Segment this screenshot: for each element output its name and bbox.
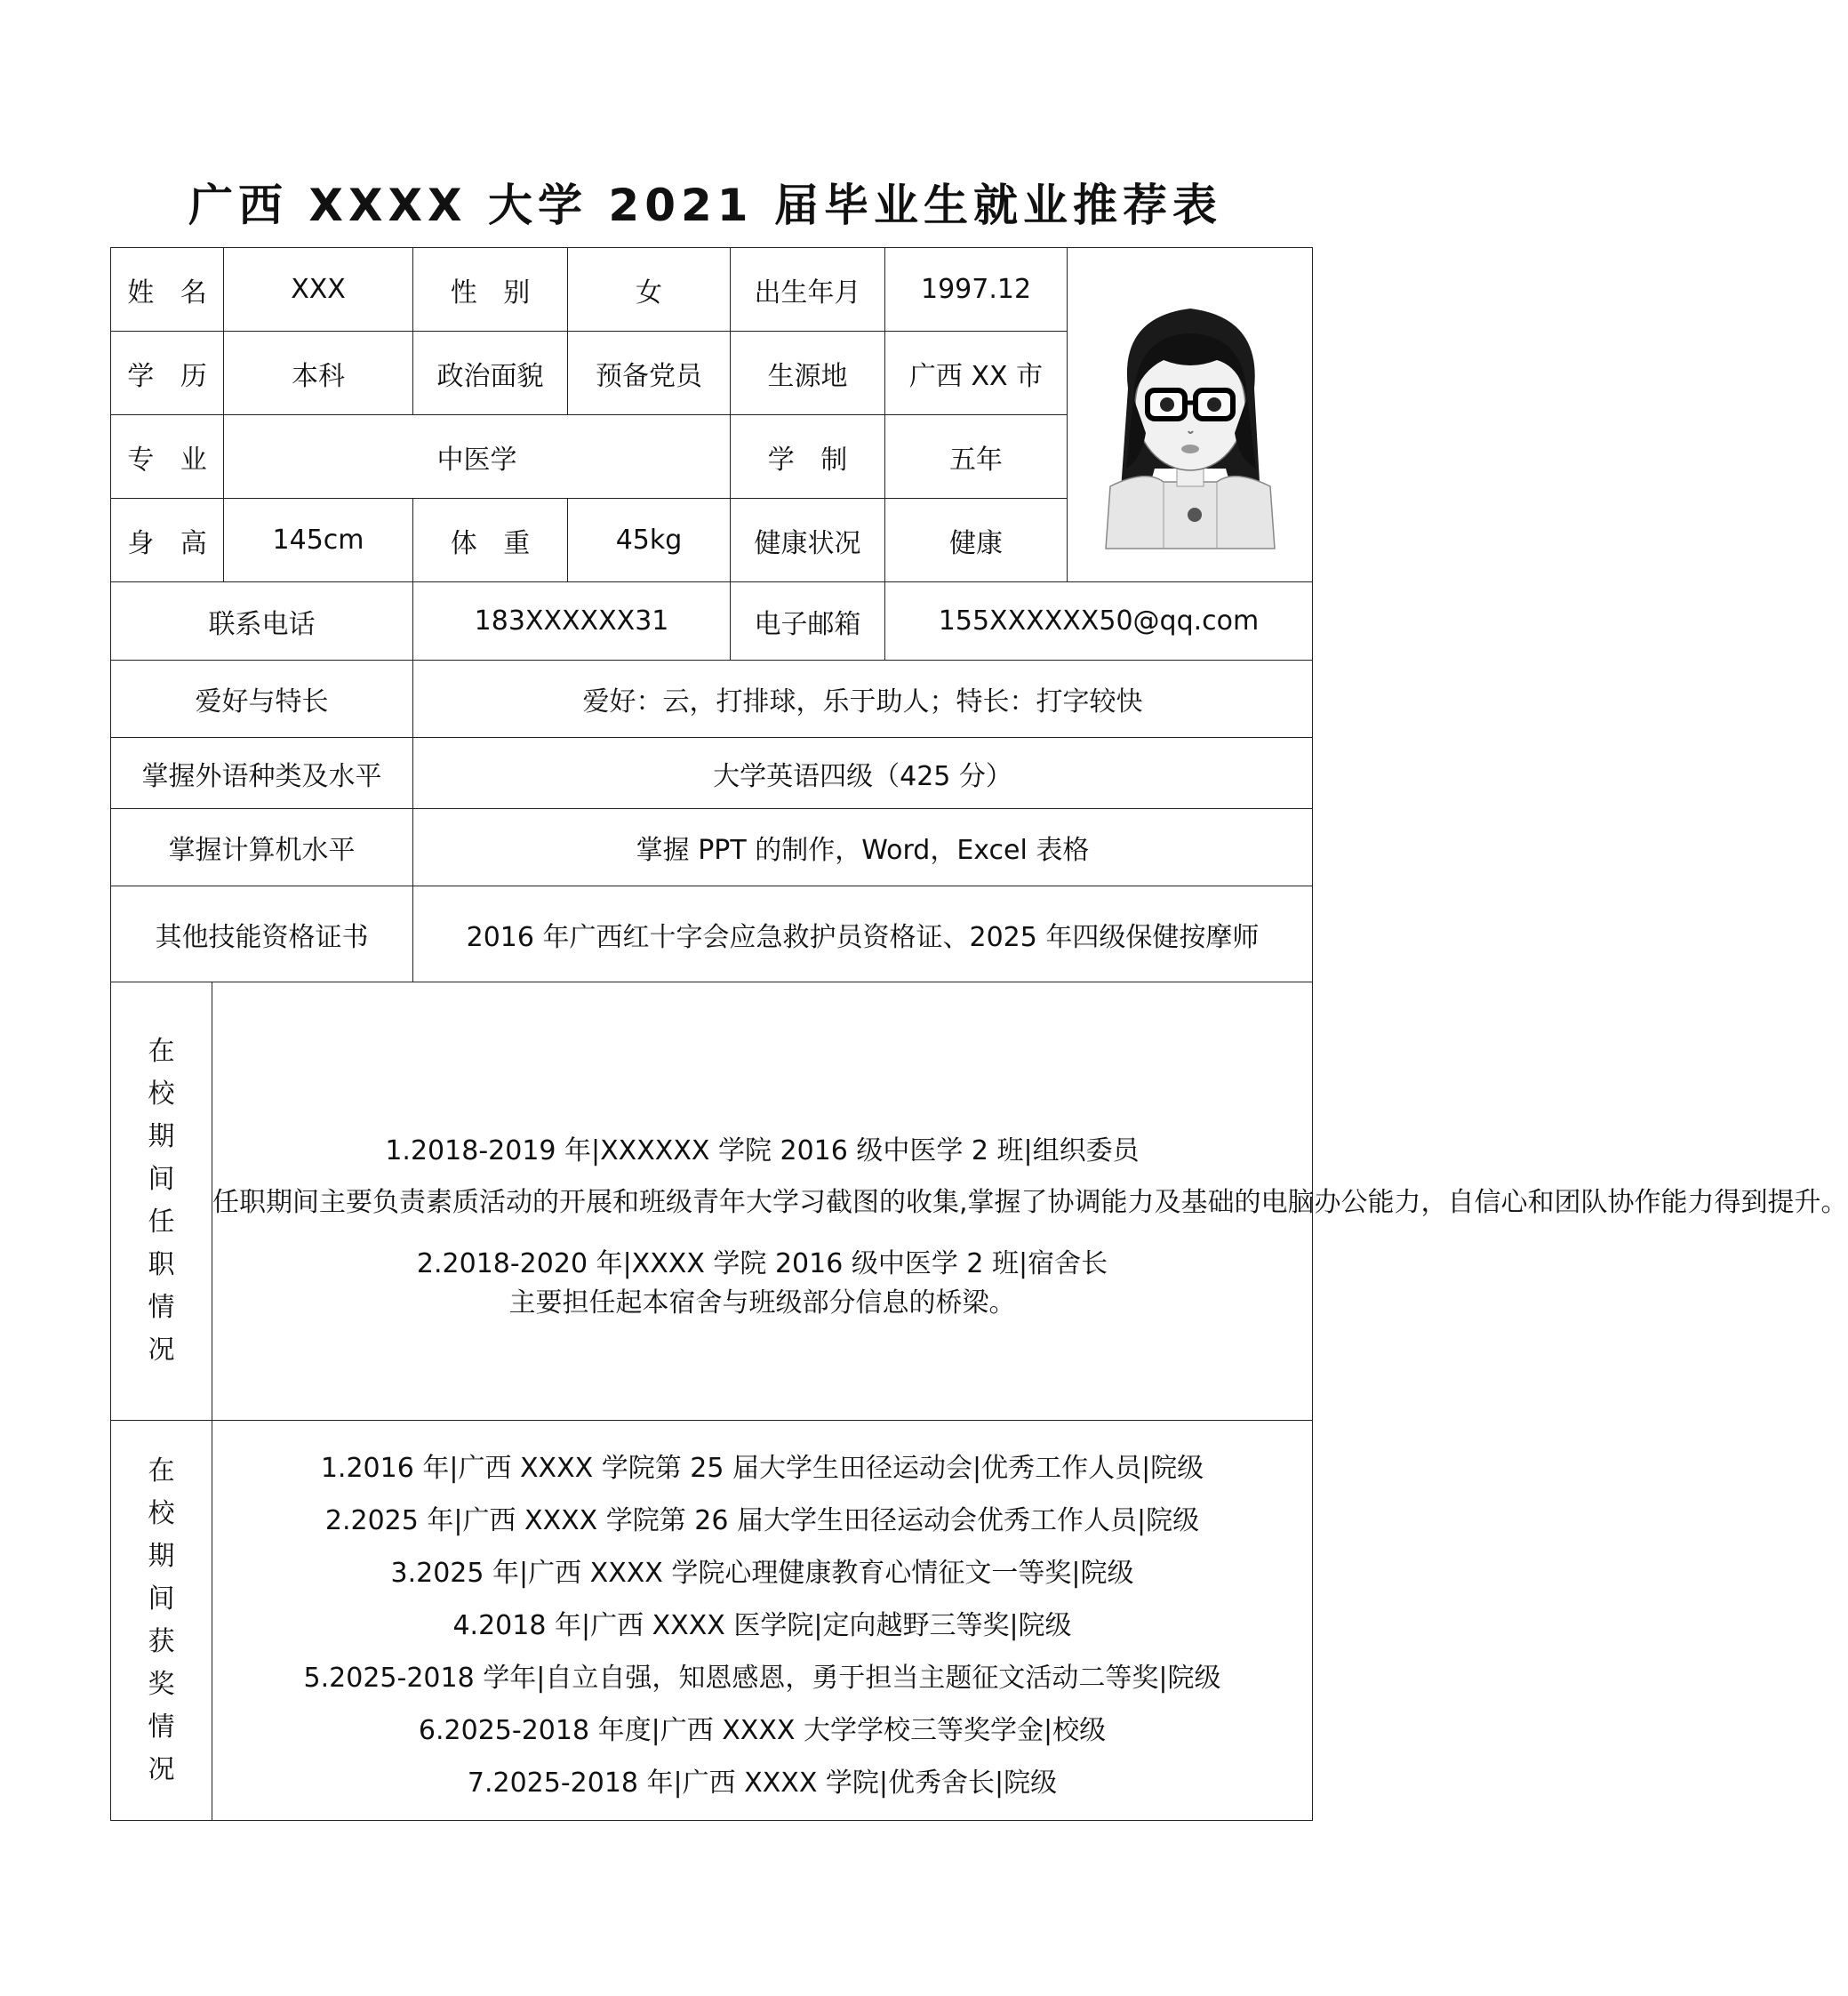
height-value: 145cm [224,499,413,582]
label-char: 情 [148,1292,175,1323]
label-char: 校 [148,1078,175,1110]
label-char: 获 [148,1625,175,1657]
label-char: 在 [148,1455,175,1487]
position-desc: 任职期间主要负责素质活动的开展和班级青年大学习截图的收集,掌握了协调能力及基础的电脑办公能力，自信心和团队协作能力得到提升。 [212,1187,1848,1218]
award-item: 3.2025 年|广西 XXXX 学院心理健康教育心情征文一等奖|院级 [390,1558,1134,1589]
name-label: 姓 名 [111,248,224,332]
award-item: 4.2018 年|广西 XXXX 医学院|定向越野三等奖|院级 [452,1610,1072,1641]
label-char: 况 [148,1335,175,1366]
cert-value: 2016 年广西红十字会应急救护员资格证、2025 年四级保健按摩师 [413,886,1313,982]
birth-value: 1997.12 [885,248,1068,332]
label-char: 奖 [148,1668,175,1700]
label-char: 期 [148,1540,175,1572]
label-char: 校 [148,1497,175,1529]
awards-list [212,1442,1312,1809]
hobby-value: 爱好：云，打排球，乐于助人；特长：打字较快 [413,661,1313,738]
computer-value: 掌握 PPT 的制作，Word，Excel 表格 [413,809,1313,886]
phone-label: 联系电话 [111,582,413,661]
hobby-label: 爱好与特长 [111,661,413,738]
label-char: 职 [148,1249,175,1280]
award-item: 2.2025 年|广西 XXXX 学院第 26 届大学生田径运动会优秀工作人员|院级 [324,1505,1200,1536]
label-char: 任 [148,1206,175,1238]
email-label: 电子邮箱 [731,582,885,661]
positions-label [111,982,212,1421]
gender-label: 性 别 [413,248,568,332]
language-label: 掌握外语种类及水平 [111,738,413,809]
photo-cell [1068,248,1313,582]
education-value: 本科 [224,332,413,415]
name-value: XXX [224,248,413,332]
health-value: 健康 [885,499,1068,582]
major-label: 专 业 [111,415,224,499]
computer-label: 掌握计算机水平 [111,809,413,886]
label-char: 况 [148,1753,175,1785]
weight-value: 45kg [568,499,731,582]
major-value: 中医学 [224,415,731,499]
cert-label: 其他技能资格证书 [111,886,413,982]
political-value: 预备党员 [568,332,731,415]
award-item: 1.2016 年|广西 XXXX 学院第 25 届大学生田径运动会|优秀工作人员|院级 [320,1453,1204,1484]
label-char: 间 [148,1583,175,1615]
health-label: 健康状况 [731,499,885,582]
duration-label: 学 制 [731,415,885,499]
position-heading: 1.2018-2019 年|XXXXXX 学院 2016 级中医学 2 班|组织委员 [385,1135,1140,1166]
awards-content [212,1421,1313,1821]
political-label: 政治面貌 [413,332,568,415]
position-heading: 2.2018-2020 年|XXXX 学院 2016 级中医学 2 班|宿舍长 [416,1248,1108,1279]
position-desc: 主要担任起本宿舍与班级部分信息的桥梁。 [508,1287,1016,1319]
page-title: 广西 XXXX 大学 2021 届毕业生就业推荐表 [188,180,1222,231]
language-value: 大学英语四级（425 分） [413,738,1313,809]
position-entry [212,1245,1312,1323]
positions-label-text [144,1030,180,1372]
award-item: 7.2025-2018 年|广西 XXXX 学院|优秀舍长|院级 [467,1768,1058,1799]
weight-label: 体 重 [413,499,568,582]
email-value: 155XXXXXX50@qq.com [885,582,1313,661]
profile-photo [1092,282,1288,549]
height-label: 身 高 [111,499,224,582]
label-char: 期 [148,1121,175,1152]
awards-label-text [144,1450,180,1792]
gender-value: 女 [568,248,731,332]
origin-value: 广西 XX 市 [885,332,1068,415]
label-char: 情 [148,1711,175,1743]
recommendation-form [110,247,1848,1821]
label-char: 在 [148,1036,175,1067]
awards-label [111,1421,212,1821]
education-label: 学 历 [111,332,224,415]
birth-label: 出生年月 [731,248,885,332]
phone-value: 183XXXXXX31 [413,582,731,661]
award-item: 6.2025-2018 年度|广西 XXXX 大学学校三等奖学金|校级 [418,1715,1107,1746]
award-item: 5.2025-2018 学年|自立自强，知恩感恩，勇于担当主题征文活动二等奖|院级 [303,1663,1221,1694]
duration-value: 五年 [885,415,1068,499]
positions-content [212,982,1848,1421]
label-char: 间 [148,1164,175,1195]
position-entry [212,1126,1848,1229]
origin-label: 生源地 [731,332,885,415]
